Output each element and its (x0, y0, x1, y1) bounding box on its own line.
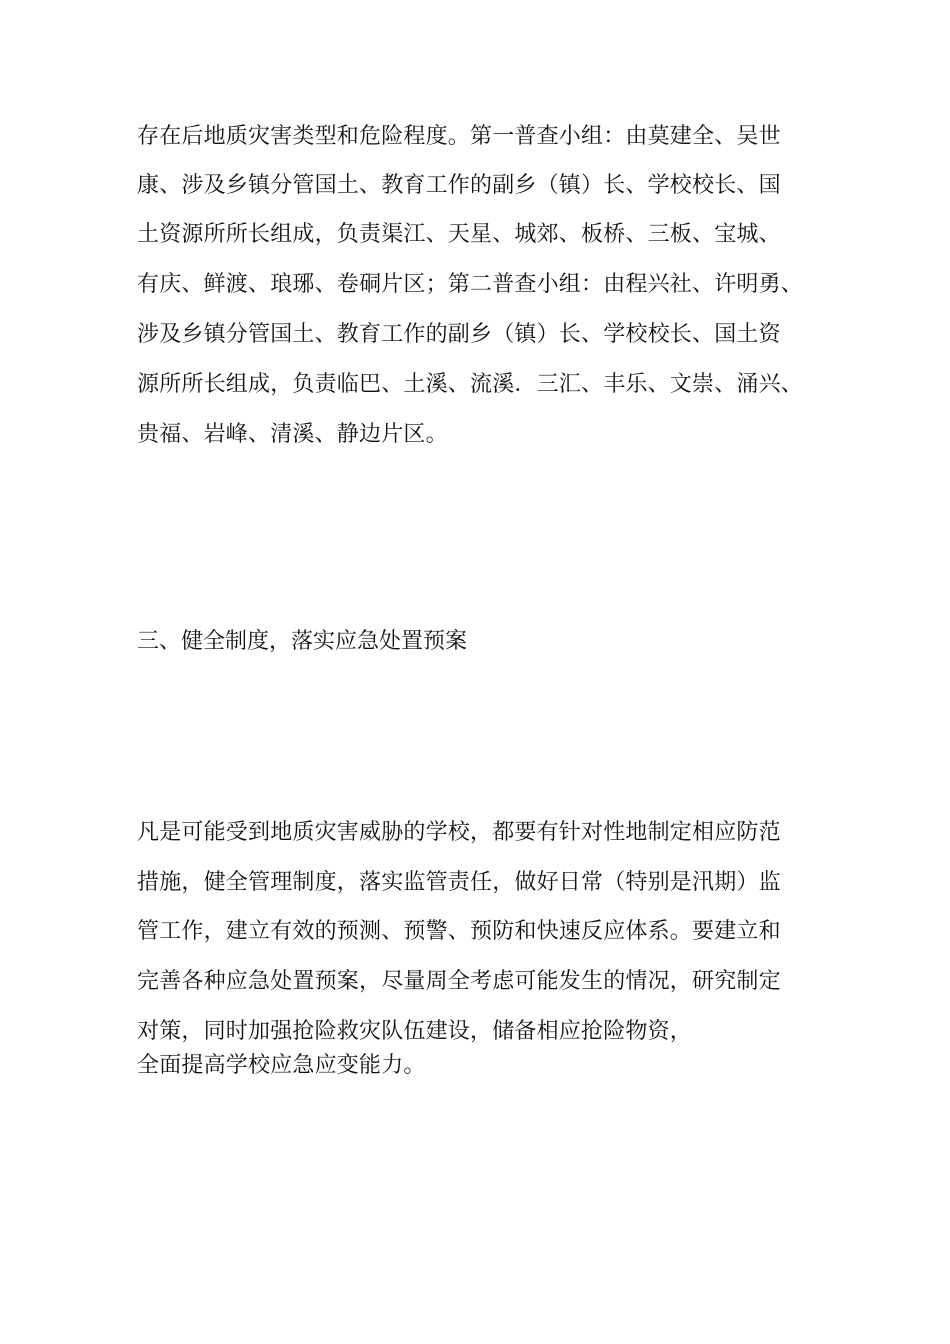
paragraph-line: 源所所长组成，负责临巴、土溪、流溪．三汇、丰乐、文崇、涌兴、 (137, 372, 804, 397)
paragraph-line: 管工作，建立有效的预测、预警、预防和快速反应体系。要建立和 (137, 919, 781, 944)
section-heading: 三、健全制度，落实应急处置预案 (137, 629, 468, 654)
paragraph-line: 康、涉及乡镇分管国土、教育工作的副乡（镇）长、学校校长、国 (137, 173, 781, 198)
paragraph-line: 凡是可能受到地质灾害威胁的学校，都要有针对性地制定相应防范 (137, 820, 781, 845)
paragraph-line: 涉及乡镇分管国土、教育工作的副乡（镇）长、学校校长、国土资 (137, 322, 781, 347)
paragraph-line: 贵福、岩峰、清溪、静边片区。 (137, 422, 448, 447)
paragraph-line: 土资源所所长组成，负责渠江、天星、城郊、板桥、三板、宝城、 (137, 222, 781, 247)
paragraph-line: 措施，健全管理制度，落实监管责任，做好日常（特别是汛期）监 (137, 870, 781, 895)
paragraph-line: 有庆、鲜渡、琅琊、卷硐片区；第二普查小组：由程兴社、许明勇、 (137, 272, 804, 297)
paragraph-line: 完善各种应急处置预案，尽量周全考虑可能发生的情况，研究制定 (137, 969, 781, 994)
paragraph-line: 全面提高学校应急应变能力。 (137, 1053, 426, 1078)
paragraph-line: 对策，同时加强抢险救灾队伍建设，储备相应抢险物资， (137, 1019, 693, 1044)
paragraph-line: 存在后地质灾害类型和危险程度。第一普查小组：由莫建全、吴世 (137, 124, 781, 149)
